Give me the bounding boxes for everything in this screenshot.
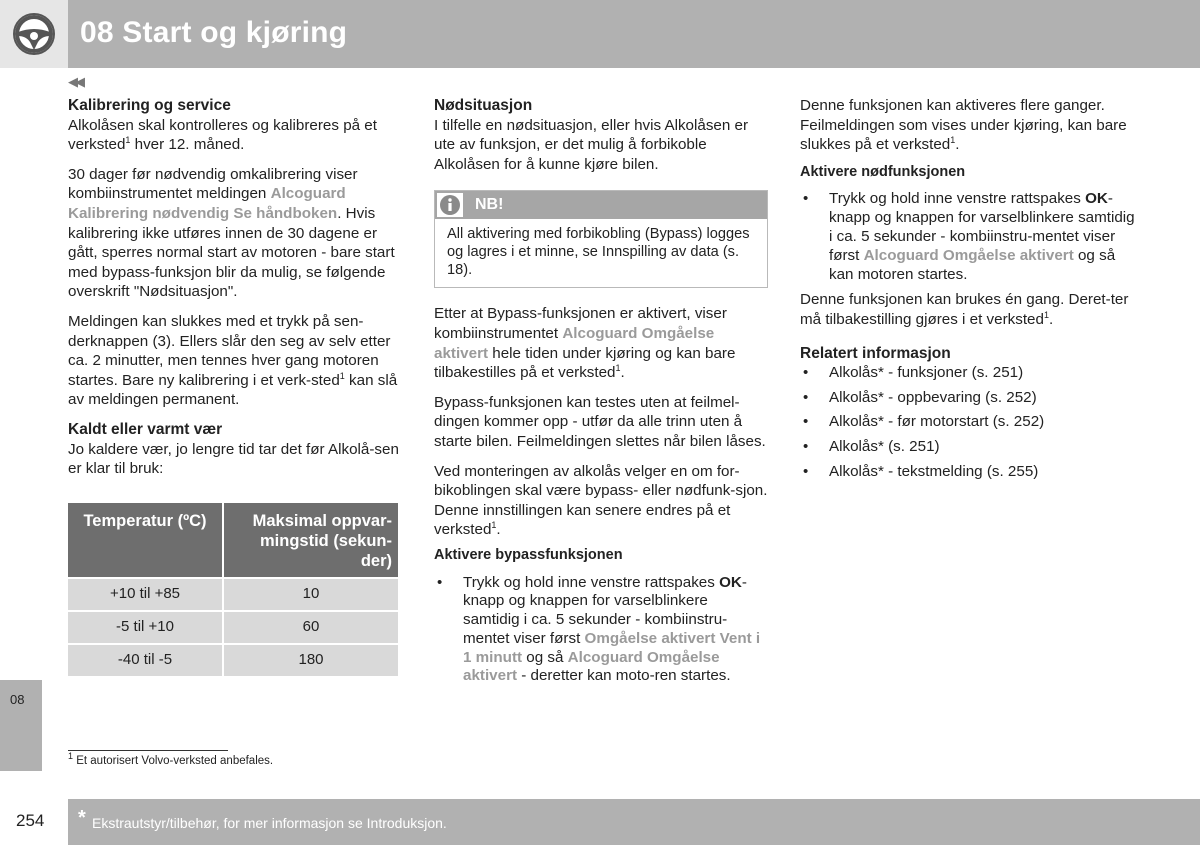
paragraph-nodsituasjon: I tilfelle en nødsituasjon, eller hvis Alkolåsen er ute av funksjon, er det mulig å forbikoble Alkolåsen for å kunne kjøre bilen. (434, 116, 749, 173)
note-header (435, 191, 767, 219)
display-message: Omgåelse aktivert Vent i 1 minutt (463, 629, 761, 666)
heading-kaldt-varmt: Kaldt eller varmt vær (68, 420, 223, 438)
footnote-ref: 1 (125, 135, 131, 146)
chapter-side-tab-label: 08 (10, 692, 25, 707)
column-3 (800, 96, 1140, 486)
footnote-ref: 1 (1043, 309, 1049, 320)
related-link[interactable]: • Alkolås* - oppbevaring (s. 252) (800, 388, 1140, 408)
display-message: Alcoguard Omgåelse aktivert (863, 246, 1074, 264)
heading-aktivere-nodfunksjon: Aktivere nødfunksjonen (800, 163, 966, 180)
table-cell: -40 til -5 (68, 645, 222, 676)
display-message: Alcoguard Kalibrering nødvendig Se håndboken (68, 185, 346, 222)
note-box (434, 190, 768, 288)
display-message: Alcoguard Omgåelse aktivert (463, 648, 720, 685)
table-row (68, 579, 398, 610)
footnote-ref: 1 (491, 520, 497, 531)
table-header-row (68, 503, 398, 577)
footer-bar (68, 799, 1200, 845)
table-row (68, 612, 398, 643)
table-header-cell: Maksimal oppvar-mingstid (sekun-der) (224, 503, 398, 577)
heading-relatert-informasjon: Relatert informasjon (800, 344, 951, 362)
note-label: NB! (475, 196, 504, 214)
related-link[interactable]: • Alkolås* - før motorstart (s. 252) (800, 412, 1140, 432)
steering-wheel-icon (12, 12, 56, 56)
column-2 (434, 96, 768, 691)
warmup-table (66, 501, 400, 678)
heading-kalibrering: Kalibrering og service (68, 97, 231, 114)
table-cell: -5 til +10 (68, 612, 222, 643)
page-number-box (0, 799, 68, 845)
note-body: All aktivering med forbikobling (Bypass) logges og lagres i et minne, se Innspilling av data (s. 18). (447, 226, 750, 279)
list-item: • Trykk og hold inne venstre rattspakes OK-knapp og knappen for varselblinkere samtidig i ca. 5 sekunder - kombiinstru-mentet viser først Alcoguard Omgåelse aktivert og så kan motoren startes. (800, 190, 1140, 284)
paragraph-bypass-1: Etter at Bypass-funksjonen er aktivert, viser kombiinstrumentet Alcoguard Omgåelse aktivert hele tiden under kjøring og kan bare tilbakestilles på et verksted$^1$. (434, 305, 736, 382)
list-item: • Trykk og hold inne venstre rattspakes OK-knapp og knappen for varselblinkere samtidig i ca. 5 sekunder - kombiinstru-mentet viser først Omgåelse aktivert Vent i 1 minutt og så Alcoguard Omgåelse aktivert - deretter kan moto-ren startes. (434, 574, 768, 687)
emergency-steps (800, 190, 1140, 284)
chapter-title: 08 Start og kjøring (80, 16, 348, 49)
info-icon (438, 193, 462, 217)
heading-nodsituasjon: Nødsituasjon (434, 97, 533, 114)
related-link[interactable]: • Alkolås* - tekstmelding (s. 255) (800, 462, 1140, 482)
chapter-header (0, 0, 1200, 68)
paragraph-kalibrering-2: 30 dager før nødvendig omkalibrering viser kombiinstrumentet meldingen Alcoguard Kalibrering nødvendig Se håndboken. Hvis kalibrering ikke utføres innen de 30 dagene er gått, sperres normal start av motoren - bare start med bypass-funksjon blir da mulig, se følgende overskrift "Nødsituasjon". (68, 165, 395, 301)
footnote-divider (68, 750, 228, 751)
asterisk-icon: * (78, 807, 86, 829)
table-cell: +10 til +85 (68, 579, 222, 610)
paragraph-aktivere-flere: Denne funksjonen kan aktiveres flere ganger. Feilmeldingen som vises under kjøring, kan bare slukkes på et verksted$^1$. (800, 97, 1127, 154)
paragraph-kalibrering-3: Meldingen kan slukkes med et trykk på sen-derknappen (3). Ellers slår den seg av selv etter ca. 2 minutter, men tennes hver gang motoren startes. Bare ny kalibrering i et verk-sted$^1$ kan slå av meldingen permanent. (68, 312, 398, 409)
table-header-cell: Temperatur (ºC) (68, 503, 222, 577)
paragraph-kaldt-varmt: Jo kaldere vær, jo lengre tid tar det før Alkolå-sen er klar til bruk: (68, 440, 399, 478)
table-row (68, 645, 398, 676)
related-link[interactable]: • Alkolås* (s. 251) (800, 437, 1140, 457)
paragraph-en-gang: Denne funksjonen kan brukes én gang. Deret-ter må tilbakestilling gjøres i et verksted$^1$. (800, 291, 1129, 328)
paragraph-kalibrering-1: Alkolåsen skal kontrolleres og kalibreres på et verksted$^1$ hver 12. måned. (68, 116, 377, 154)
footer-note: Ekstrautstyr/tilbehør, for mer informasjon se Introduksjon. (92, 815, 447, 831)
paragraph-bypass-3: Ved monteringen av alkolås velger en om for-bikoblingen skal være bypass- eller nødfunk-sjon. Denne innstillingen kan senere endres på et verksted$^1$. (434, 462, 768, 539)
display-message: Alcoguard Omgåelse aktivert (434, 324, 715, 362)
footnote-ref: 1 (615, 363, 621, 374)
page-number: 254 (16, 811, 45, 830)
related-links (800, 363, 1140, 481)
column-1 (68, 96, 402, 678)
paragraph-bypass-2: Bypass-funksjonen kan testes uten at feilmel-dingen kommer opp - utfør da alle trinn uten å starte bilen. Feilmeldingen slettes når bilen låses. (434, 393, 766, 450)
footnote: $^1$ Et autorisert Volvo-verksted anbefales. (68, 751, 274, 767)
previous-page-arrows-icon: ◀◀ (68, 74, 82, 89)
table-cell: 60 (224, 612, 398, 643)
bypass-steps (434, 574, 768, 687)
heading-aktivere-bypass: Aktivere bypassfunksjonen (434, 546, 623, 563)
footnote-ref: 1 (339, 370, 345, 381)
related-link[interactable]: • Alkolås* - funksjoner (s. 251) (800, 363, 1140, 383)
chapter-icon-box (0, 0, 68, 68)
footnote-ref: 1 (950, 135, 956, 146)
table-cell: 180 (224, 645, 398, 676)
table-cell: 10 (224, 579, 398, 610)
